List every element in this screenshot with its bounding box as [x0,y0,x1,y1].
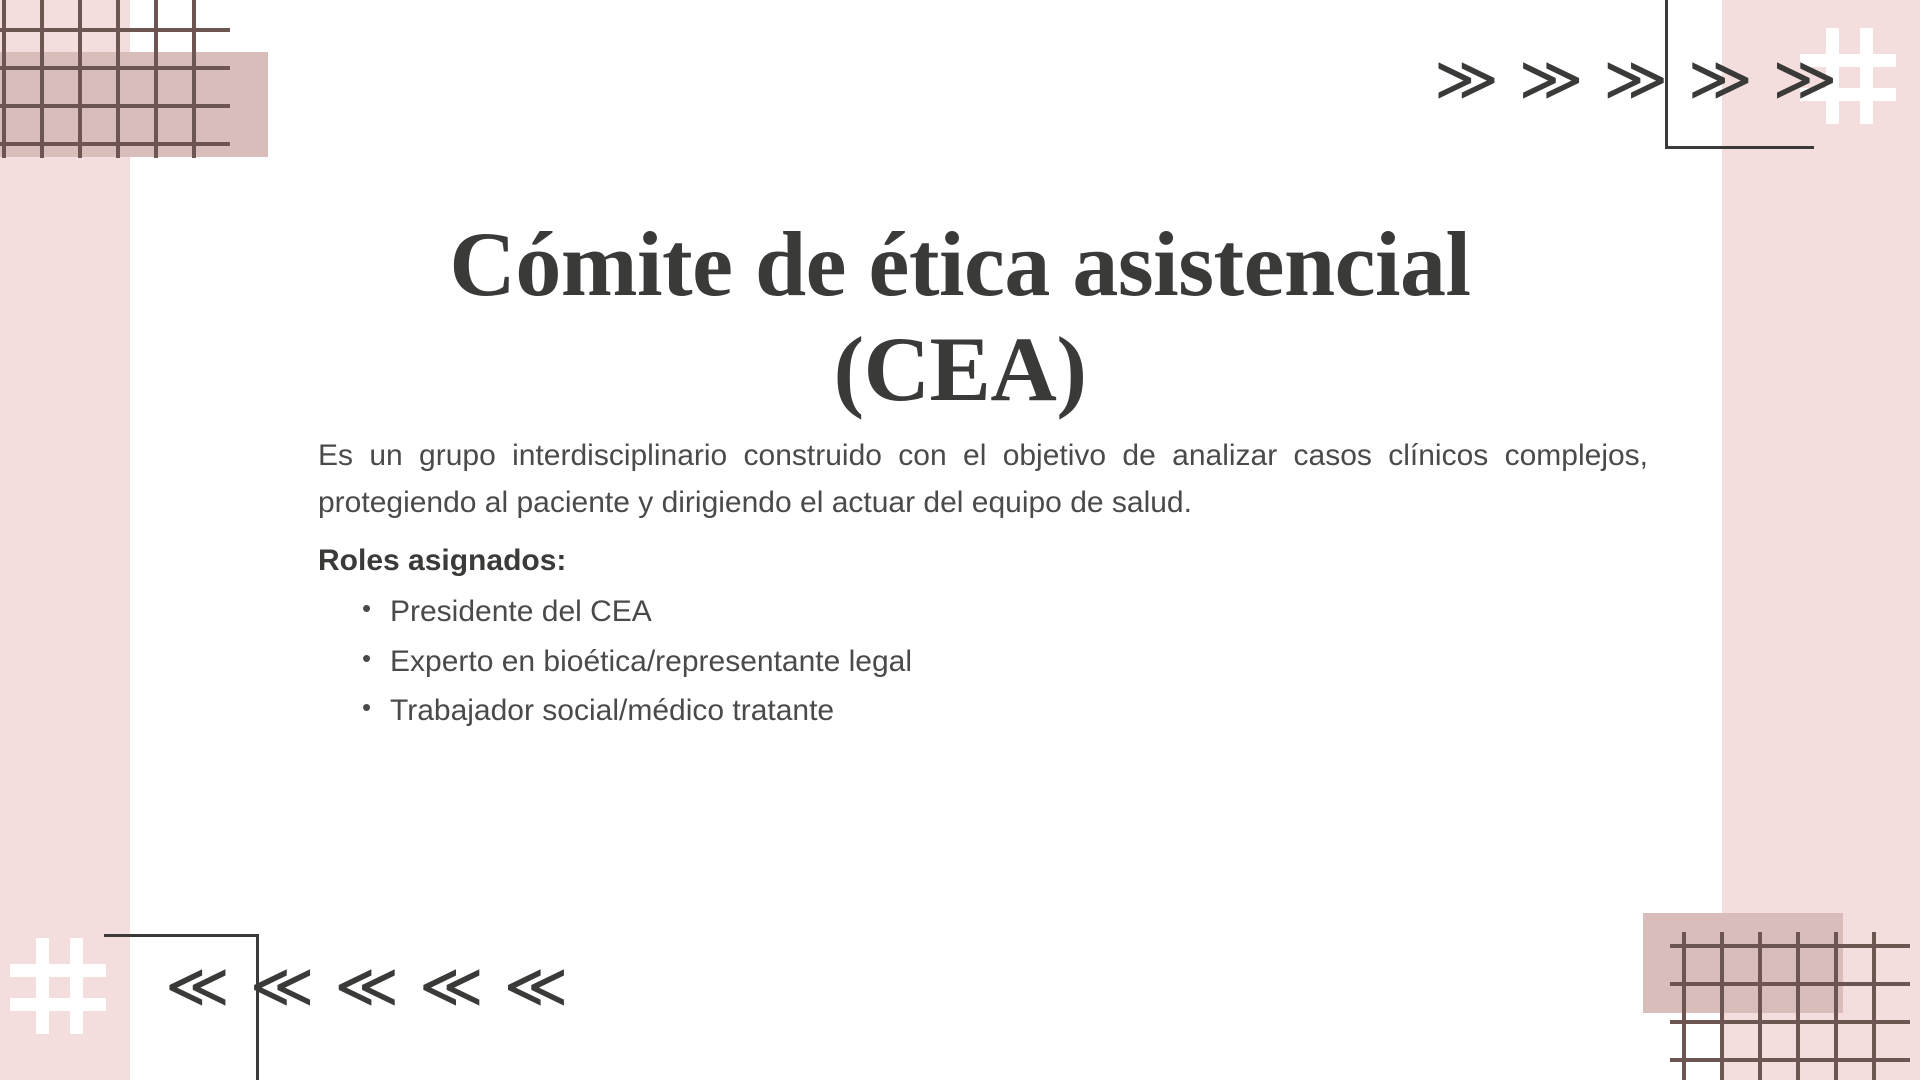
chevrons-right-icon: ≫ ≫ ≫ ≫ ≫ [1434,42,1838,115]
roles-heading: Roles asignados: [318,543,567,577]
list-item: • Trabajador social/médico tratante [390,687,1648,734]
list-item: • Experto en bioética/representante legal [390,638,1648,685]
slide-title: Cómite de ética asistencial (CEA) [449,212,1471,421]
chevrons-left-icon: ≪ ≪ ≪ ≪ ≪ [165,949,569,1022]
roles-list [318,588,1648,734]
slide-body [318,432,1648,736]
description-paragraph: Es un grupo interdisciplinario construido con el objetivo de analizar casos clínicos complejos, protegiendo al paciente y dirigiendo el actuar del equipo de salud. [318,439,1648,520]
list-item: • Presidente del CEA [390,588,1648,635]
